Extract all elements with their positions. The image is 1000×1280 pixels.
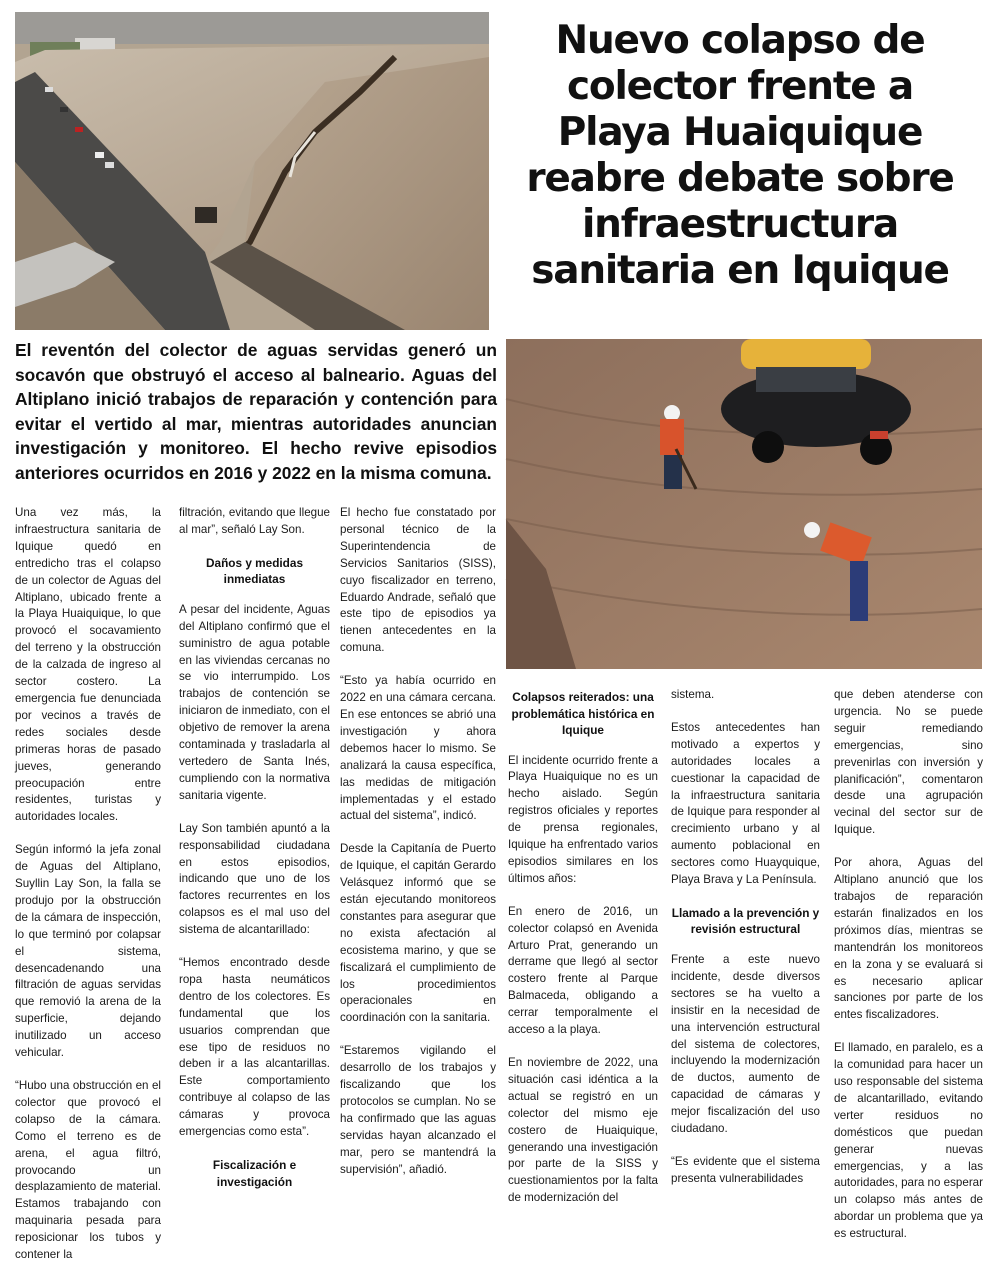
subheading: Llamado a la prevención y revisión estructural xyxy=(671,905,820,937)
paragraph: El incidente ocurrido frente a Playa Huaiquique no es un hecho aislado. Según registros oficiales y reportes de prensa regionales, Iquique ha enfrentado varios episodios similares en los últimos años: xyxy=(508,753,658,885)
paragraph: Lay Son también apuntó a la responsabilidad ciudadana en estos episodios, indicando que uno de los factores recurrentes en los colapsos es el mal uso del sistema de alcantarillado: xyxy=(179,821,330,937)
headline: Nuevo colapso de colector frente a Playa Huaiquique reabre debate sobre infraestructura sanitaria en Iquique xyxy=(526,18,954,293)
paragraph: Según informó la jefa zonal de Aguas del Altiplano, Suyllin Lay Son, la falla se produjo por la obstrucción de la cámara de inspección, lo que terminó por colapsar el sistema, desencadenando una filtración de aguas servidas que removió la arena de la superficie, dejando inutilizado un acceso vehicular. xyxy=(15,843,161,1060)
paragraph: En enero de 2016, un colector colapsó en Avenida Arturo Prat, generando un derrame que llegó al sector costero frente al Parque Balmaceda, obligando a cerrar temporalmente el acceso a la playa. xyxy=(508,904,658,1037)
column-3 xyxy=(340,505,496,1195)
paragraph: Estos antecedentes han motivado a expertos y autoridades locales a cuestionar la capacidad de la infraestructura sanitaria de Iquique para responder al crecimiento urbano y al aumento poblacional en sectores como Huayquique, Playa Brava y La Península. xyxy=(671,720,820,887)
paragraph: Por ahora, Aguas del Altiplano anunció que los trabajos de reparación estarán finalizados en los próximos días, mientras se mantendrán los monitoreos en la zona y se evaluará si es necesario aplicar sanciones por parte de los entes fiscalizadores. xyxy=(834,856,983,1022)
column-6 xyxy=(834,687,983,1259)
paragraph: filtración, evitando que llegue al mar”, señaló Lay Son. xyxy=(179,506,330,536)
paragraph: “Hubo una obstrucción en el colector que provocó el colapso de la cámara. Como el terreno es de arena, el agua filtró, provocando un desplazamiento de material. Estamos trabajando con maquinaria pesada para reposicionar los tubos y contener la xyxy=(15,1079,161,1262)
workers-photo-illustration xyxy=(506,339,982,669)
paragraph: “Es evidente que el sistema presenta vulnerabilidades xyxy=(671,1154,820,1185)
column-5 xyxy=(671,687,820,1204)
paragraph: El llamado, en paralelo, es a la comunidad para hacer un uso responsable del sistema de alcantarillado, evitando verter residuos no domésticos que puedan generar nuevas emergencias, y a las autoridades, para no esperar un colapso más antes de abordar un problema que ya es estructural. xyxy=(834,1041,983,1241)
aerial-photo-illustration xyxy=(15,12,489,330)
paragraph: que deben atenderse con urgencia. No se puede seguir remediando emergencias, sino prevenirlas con inversión y planificación”, comentaron desde una agrupación vecinal del sector sur de Iquique. xyxy=(834,688,983,837)
aerial-photo xyxy=(15,12,489,330)
column-2 xyxy=(179,505,330,1204)
subheading: Daños y medidas inmediatas xyxy=(205,555,304,587)
subheading: Fiscalización e investigación xyxy=(212,1158,297,1189)
paragraph: sistema. xyxy=(671,688,715,701)
paragraph: En noviembre de 2022, una situación casi idéntica a la actual se registró en un colector del mismo eje costero de Huaiquique, generando una investigación por parte de la SISS y cuestionamientos por la falta de modernización del xyxy=(508,1056,658,1205)
paragraph: A pesar del incidente, Aguas del Altiplano confirmó que el suministro de agua potable en las viviendas cercanas no se vio interrumpido. Los trabajos de contención se iniciaron de inmediato, con el objetivo de remover la arena contaminada y trasladarla al vertedero de Santa Inés, cumpliendo con la normativa sanitaria vigente. xyxy=(179,602,330,802)
lede: El reventón del colector de aguas servidas generó un socavón que obstruyó el acceso al balneario. Aguas del Altiplano inició trabajos de reparación y contención para evitar el vertido al mar, mientras autoridades anuncian investigación y monitoreo. El hecho revive episodios anteriores ocurridos en 2016 y 2022 en la misma comuna. xyxy=(15,340,497,483)
paragraph: “Hemos encontrado desde ropa hasta neumáticos dentro de los colectores. Es fundamental que los usuarios comprendan que ese tipo de residuos no deben ir a las alcantarillas. Este comportamiento contribuye al colapso de las cámaras y provoca emergencias como esta”. xyxy=(179,956,330,1139)
paragraph: “Estaremos vigilando el desarrollo de los trabajos y fiscalizando que los protocolos se cumplan. No se ha confirmado que las aguas servidas hayan alcanzado el mar, pero se mantendrá la supervisión”, añadió. xyxy=(340,1044,496,1176)
workers-photo xyxy=(506,339,982,669)
paragraph: Una vez más, la infraestructura sanitaria de Iquique quedó en entredicho tras el colapso de un colector de Aguas del Altiplano, ubicado frente a la Playa Huaiquique, lo que provocó el socavamiento del terreno y la obstrucción de la calzada de ingreso al sector costero. La emergencia fue denunciada por vecinos a través de redes sociales desde primeras horas de pasado jueves, generando preocupación entre residentes, turistas y autoridades locales. xyxy=(15,506,161,824)
paragraph: Desde la Capitanía de Puerto de Iquique, el capitán Gerardo Velásquez informó que se están ejecutando monitoreos constantes para asegurar que no exista afectación al ecosistema marino, y que se fiscalizará el cumplimiento de los procedimientos operacionales en coordinación con la sanitaria. xyxy=(340,842,496,1025)
paragraph: El hecho fue constatado por personal técnico de la Superintendencia de Servicios Sanitarios (SISS), cuyo fiscalizador en terreno, Eduardo Andrade, señaló que este tipo de episodios ya tienen antecedentes en la comuna. xyxy=(340,506,496,655)
column-1 xyxy=(15,505,161,1280)
paragraph: “Esto ya había ocurrido en 2022 en una cámara cercana. En ese entonces se abrió una investigación y ahora debemos hacer lo mismo. Se analizará la causa específica, las medidas de mitigación implementadas y el estado actual del sistema”, indicó. xyxy=(340,674,496,823)
paragraph: Frente a este nuevo incidente, desde diversos sectores se ha vuelto a insistir en la necesidad de una intervención estructural del sistema de colectores, incluyendo la modernización de ductos, aumento de capacidad de cámaras y mejor fiscalización del uso ciudadano. xyxy=(671,952,820,1136)
subheading: Colapsos reiterados: una problemática histórica en Iquique xyxy=(511,690,655,737)
column-4 xyxy=(508,687,658,1223)
